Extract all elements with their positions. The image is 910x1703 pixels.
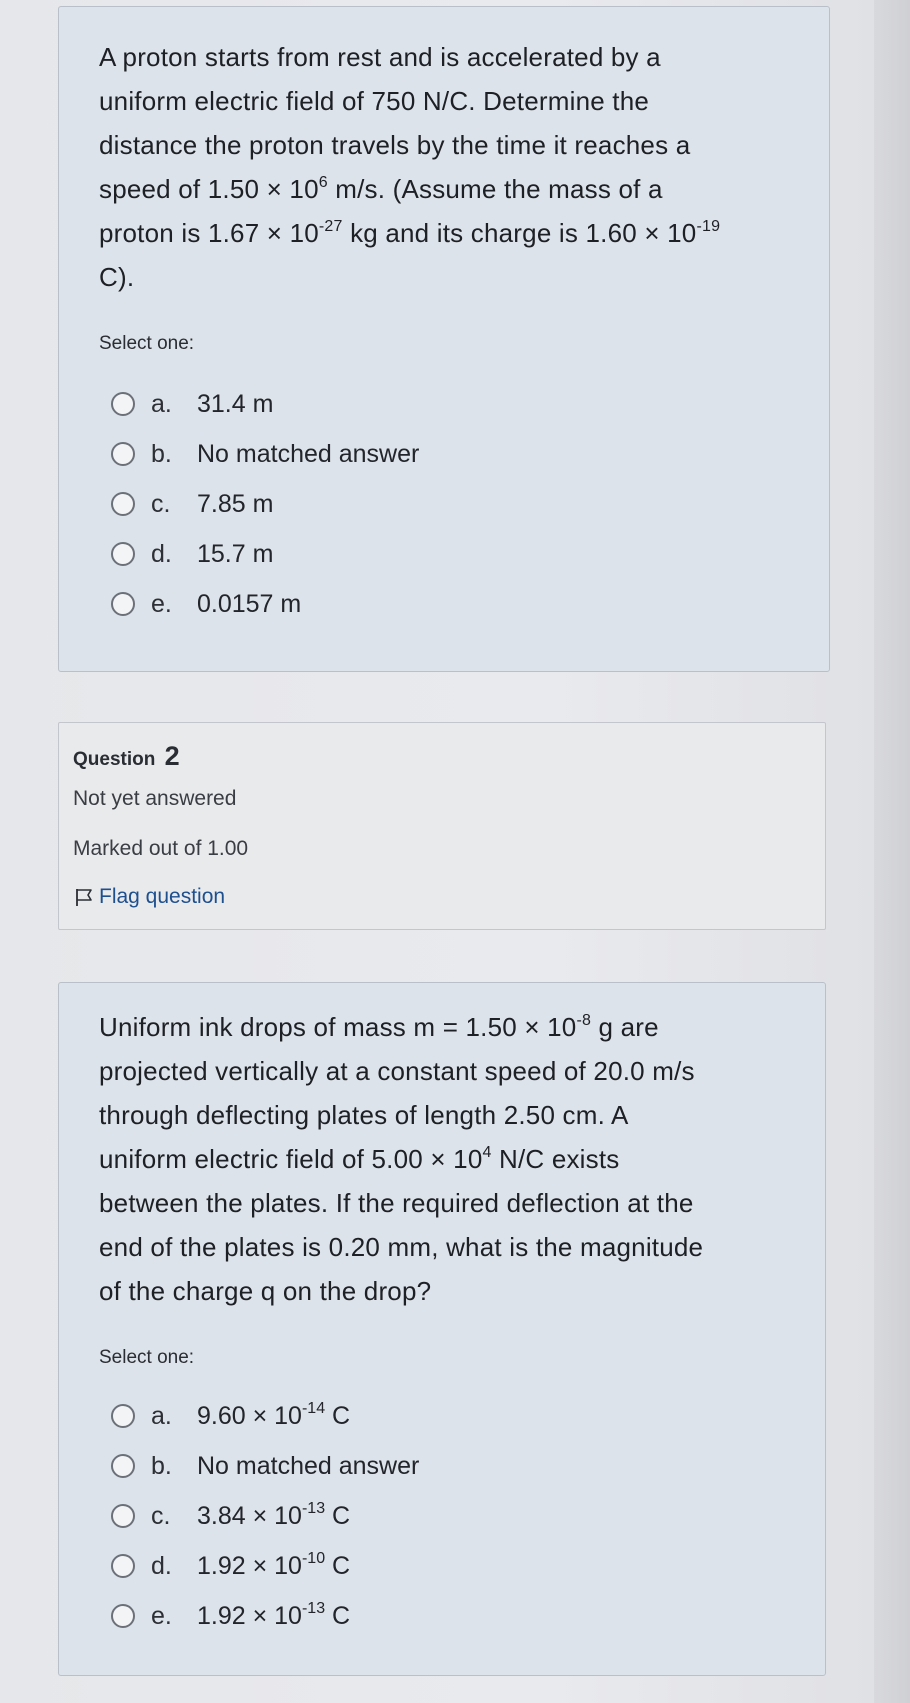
answer-letter: c. [151, 1501, 171, 1530]
radio-unchecked-icon[interactable] [111, 1554, 135, 1578]
answer-unit: C [325, 1551, 351, 1580]
radio-unchecked-icon[interactable] [111, 1404, 135, 1428]
answer-option-d[interactable] [111, 1541, 419, 1591]
question-text-line: distance the proton travels by the time it reaches a [99, 130, 691, 160]
answer-value: 1.92 × 10 [197, 1551, 302, 1580]
question-1-text [99, 35, 799, 299]
answer-option-b[interactable] [111, 429, 419, 479]
radio-unchecked-icon[interactable] [111, 592, 135, 616]
select-one-label: Select one: [99, 1347, 195, 1368]
answer-text[interactable] [197, 1599, 351, 1631]
question-2-text [99, 1005, 799, 1313]
answer-option-c[interactable] [111, 479, 419, 529]
answer-letter: d. [151, 1551, 172, 1580]
question-text-line: N/C exists [491, 1144, 620, 1174]
radio-unchecked-icon[interactable] [111, 1604, 135, 1628]
question-text-line: m/s. (Assume the mass of a [327, 174, 663, 204]
answer-option-b[interactable] [111, 1441, 419, 1491]
answer-letter: c. [151, 489, 171, 518]
answer-value: 9.60 × 10 [197, 1401, 302, 1430]
question-number-value: 2 [164, 741, 180, 771]
question-text-line: uniform electric field of 750 N/C. Determine the [99, 86, 650, 116]
exponent: -27 [318, 218, 343, 235]
radio-unchecked-icon[interactable] [111, 392, 135, 416]
question-text-line: end of the plates is 0.20 mm, what is the magnitude [99, 1232, 704, 1262]
answer-option-c[interactable] [111, 1491, 419, 1541]
question-text-line: between the plates. If the required deflection at the [99, 1188, 694, 1218]
exponent: -14 [301, 1399, 326, 1417]
select-one-label: Select one: [99, 333, 195, 354]
answer-option-e[interactable] [111, 1591, 419, 1641]
flag-question-label[interactable]: Flag question [99, 885, 226, 908]
answer-option-a[interactable] [111, 1391, 419, 1441]
exponent: -8 [576, 1012, 592, 1029]
answer-value: 3.84 × 10 [197, 1501, 302, 1530]
exponent: -13 [301, 1599, 326, 1617]
answer-letter: b. [151, 439, 172, 468]
answer-text[interactable] [197, 1399, 351, 1431]
question-2-content [58, 982, 826, 1676]
question-number [73, 741, 180, 772]
question-text-line: speed of 1.50 × 10 [99, 174, 319, 204]
answer-letter: e. [151, 589, 172, 618]
answer-letter: e. [151, 1601, 172, 1630]
question-text-line: through deflecting plates of length 2.50 cm. A [99, 1100, 629, 1130]
answer-unit: C [325, 1401, 351, 1430]
question-text-line: uniform electric field of 5.00 × 10 [99, 1144, 483, 1174]
question-2-info [58, 722, 826, 930]
question-text-line: g are [591, 1012, 659, 1042]
question-text-line: kg and its charge is 1.60 × 10 [342, 218, 697, 248]
question-text-line: of the charge q on the drop? [99, 1276, 432, 1306]
screen-edge [874, 0, 910, 1703]
answer-letter: a. [151, 1401, 172, 1430]
answer-text[interactable]: 7.85 m [197, 489, 274, 518]
exponent: -19 [696, 218, 721, 235]
answer-list [111, 1391, 419, 1641]
answer-unit: C [325, 1501, 351, 1530]
answer-text[interactable]: No matched answer [197, 439, 420, 468]
answer-option-e[interactable] [111, 579, 419, 629]
exponent: 4 [482, 1144, 492, 1161]
question-1-content [58, 6, 830, 672]
question-text-line: C). [99, 262, 135, 292]
answer-letter: d. [151, 539, 172, 568]
question-text-line: proton is 1.67 × 10 [99, 218, 319, 248]
question-text-line: projected vertically at a constant speed of 20.0 m/s [99, 1056, 695, 1086]
radio-unchecked-icon[interactable] [111, 1454, 135, 1478]
radio-unchecked-icon[interactable] [111, 492, 135, 516]
question-label: Question [73, 749, 156, 770]
exponent: -10 [301, 1549, 326, 1567]
radio-unchecked-icon[interactable] [111, 442, 135, 466]
question-state: Not yet answered [73, 787, 237, 810]
question-text-line: A proton starts from rest and is accelerated by a [99, 42, 661, 72]
exponent: -13 [301, 1499, 326, 1517]
exponent: 6 [318, 174, 328, 191]
answer-option-d[interactable] [111, 529, 419, 579]
radio-unchecked-icon[interactable] [111, 1504, 135, 1528]
answer-text[interactable] [197, 1499, 351, 1531]
answer-text[interactable]: 0.0157 m [197, 589, 302, 618]
answer-text[interactable]: No matched answer [197, 1451, 420, 1480]
answer-text[interactable]: 15.7 m [197, 539, 274, 568]
answer-value: 1.92 × 10 [197, 1601, 302, 1630]
answer-unit: C [325, 1601, 351, 1630]
answer-text[interactable]: 31.4 m [197, 389, 274, 418]
flag-question-link[interactable] [73, 885, 225, 909]
answer-option-a[interactable] [111, 379, 419, 429]
answer-letter: b. [151, 1451, 172, 1480]
question-text-line: Uniform ink drops of mass m = 1.50 × 10 [99, 1012, 577, 1042]
answer-list [111, 379, 419, 629]
flag-outline-icon [73, 886, 95, 908]
radio-unchecked-icon[interactable] [111, 542, 135, 566]
answer-text[interactable] [197, 1549, 351, 1581]
question-grade: Marked out of 1.00 [73, 837, 249, 860]
answer-letter: a. [151, 389, 172, 418]
